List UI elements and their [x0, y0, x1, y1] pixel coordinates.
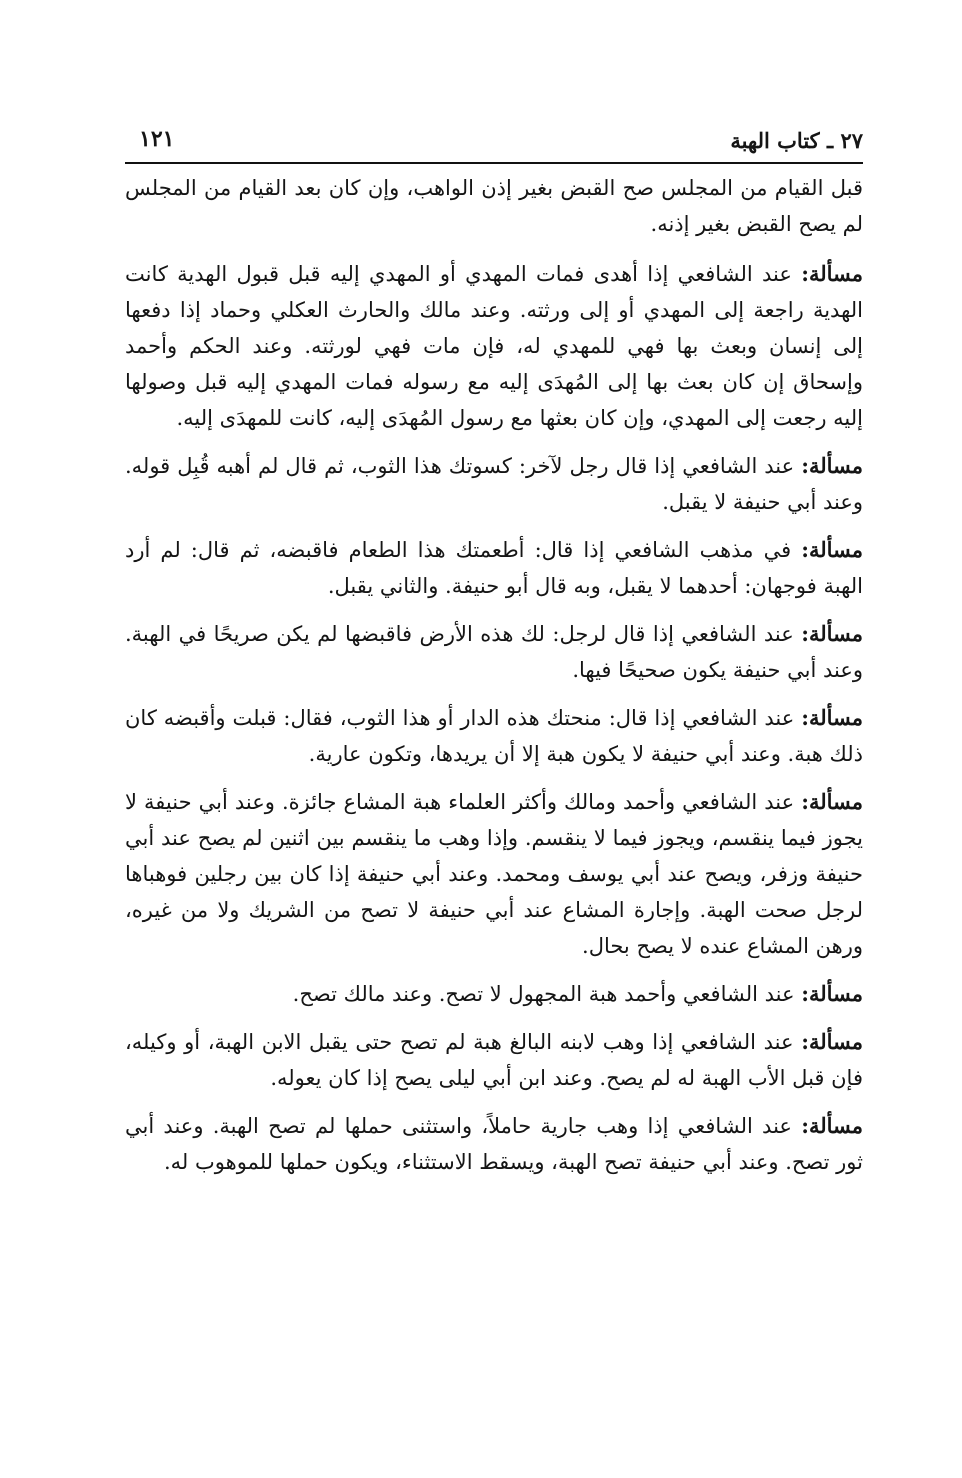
- issue-label: مسألة:: [801, 705, 863, 730]
- issue-paragraph: [125, 1024, 863, 1096]
- continuation-text: قبل القيام من المجلس صح القبض بغير إذن الواهب، وإن كان بعد القيام من المجلس لم يصح القبض بغير إذنه.: [125, 176, 863, 236]
- issue-label: مسألة:: [801, 1113, 863, 1138]
- issue-paragraph: [125, 784, 863, 964]
- issue-label: مسألة:: [801, 981, 863, 1006]
- issue-paragraph: [125, 256, 863, 436]
- body-text: [125, 170, 863, 1192]
- issue-paragraph: [125, 532, 863, 604]
- issue-label: مسألة:: [801, 453, 863, 478]
- issue-label: مسألة:: [801, 537, 863, 562]
- continuation-paragraph: [125, 170, 863, 242]
- issue-paragraph: [125, 976, 863, 1012]
- issue-text: عند الشافعي إذا أهدى فمات المهدي أو المهدي إليه قبل قبول الهدية كانت الهدية راجعة إلى المهدي أو إلى ورثته. وعند مالك والحارث العكلي وحماد إذا دفعها إلى إنسان وبعث بها فهي للمهدي له، فإن مات فهي لورثته. وعند الحكم وأحمد وإسحاق إن كان بعث بها إلى المُهدَى إليه مع رسوله فمات المهدي إليه قبل وصولها إليه رجعت إلى المهدي، وإن كان بعثها مع رسول المُهدَى إليه، كانت للمهدَى إليه.: [125, 262, 863, 430]
- issue-text: في مذهب الشافعي إذا قال: أطعمتك هذا الطعام فاقبضه، ثم قال: لم أرد الهبة فوجهان: أحدهما لا يقبل، وبه قال أبو حنيفة. والثاني يقبل.: [125, 538, 863, 598]
- header-rule: [125, 162, 863, 164]
- issue-label: مسألة:: [801, 789, 863, 814]
- issue-label: مسألة:: [801, 621, 863, 646]
- issue-label: مسألة:: [801, 261, 863, 286]
- issue-paragraph: [125, 616, 863, 688]
- issue-text: عند الشافعي إذا قال رجل لآخر: كسوتك هذا الثوب، ثم قال لم أهبه قُبِل قوله. وعند أبي حنيفة لا يقبل.: [125, 454, 863, 514]
- issue-text: عند الشافعي إذا قال: منحتك هذه الدار أو هذا الثوب، فقال: قبلت وأقبضه كان ذلك هبة. وعند أبي حنيفة لا يكون هبة إلا أن يريدها، وتكون عارية.: [125, 706, 863, 766]
- running-header: [125, 122, 863, 162]
- issue-text: عند الشافعي وأحمد ومالك وأكثر العلماء هبة المشاع جائزة. وعند أبي حنيفة لا يجوز فيما ينقسم، ويجوز فيما لا ينقسم. وإذا وهب ما ينقسم بين اثنين لم يصح عند أبي حنيفة وزفر، ويصح عند أبي يوسف ومحمد. وعند أبي حنيفة إذا كان بين رجلين فوهباها لرجل صحت الهبة. وإجارة المشاع عند أبي حنيفة لا تصح من الشريك ولا من غيره، ورهن المشاع عنده لا يصح بحال.: [125, 790, 863, 958]
- issue-label: مسألة:: [801, 1029, 863, 1054]
- issue-paragraph: [125, 700, 863, 772]
- issue-text: عند الشافعي إذا قال لرجل: لك هذه الأرض فاقبضها لم يكن صريحًا في الهبة. وعند أبي حنيفة يكون صحيحًا فيها.: [125, 622, 863, 682]
- chapter-title: ٢٧ ـ كتاب الهبة: [730, 128, 863, 153]
- issue-text: عند الشافعي إذا وهب جارية حاملاً، واستثنى حملها لم تصح الهبة. وعند أبي ثور تصح. وعند أبي حنيفة تصح الهبة، ويسقط الاستثناء، ويكون حملها للموهوب له.: [125, 1114, 863, 1174]
- issue-text: عند الشافعي وأحمد هبة المجهول لا تصح. وعند مالك تصح.: [292, 982, 795, 1006]
- page-number: ١٢١: [139, 126, 175, 152]
- issue-text: عند الشافعي إذا وهب لابنه البالغ هبة لم تصح حتى يقبل الابن الهبة، أو وكيله، فإن قبل الأب الهبة له لم يصح. وعند ابن أبي ليلى يصح إذا كان يعوله.: [125, 1030, 863, 1090]
- issue-paragraph: [125, 448, 863, 520]
- issue-paragraph: [125, 1108, 863, 1180]
